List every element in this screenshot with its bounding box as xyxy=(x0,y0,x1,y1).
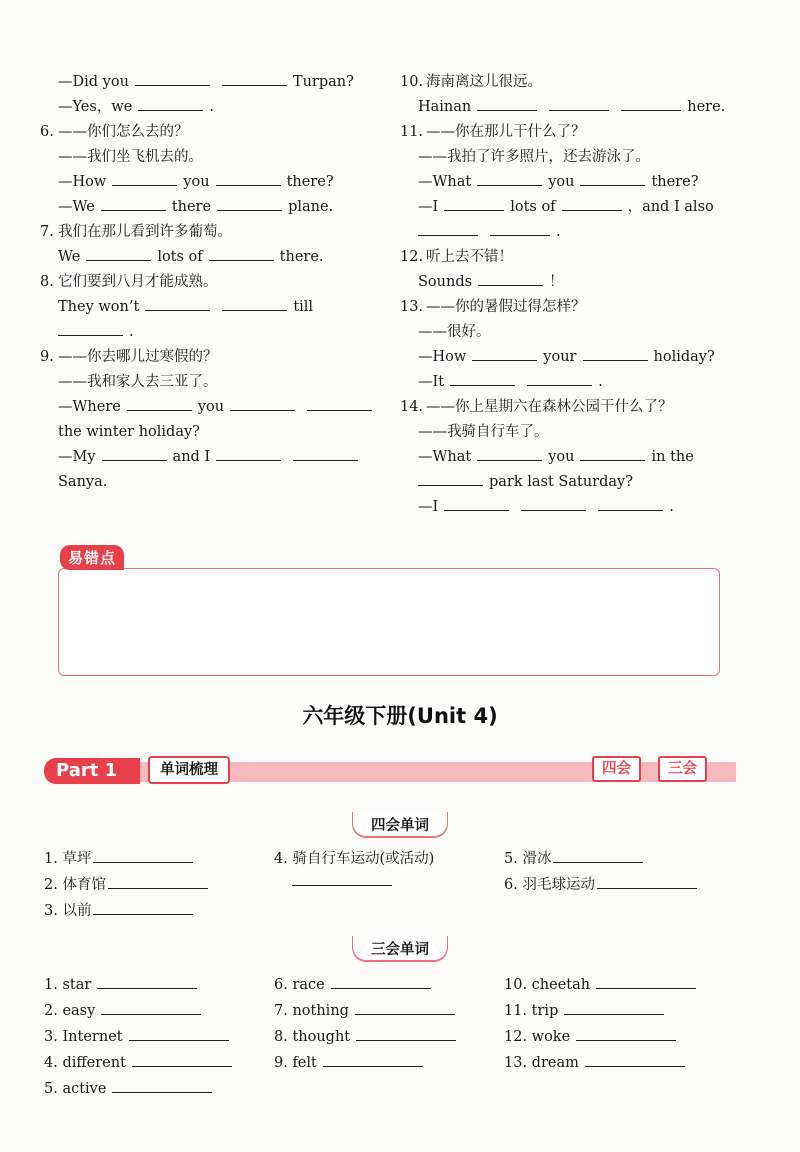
vocab-item: 1. 草坪 xyxy=(44,846,214,872)
q12-cn: 12. 听上去不错！ xyxy=(400,249,513,265)
q5-answer-b: —Yes，we . xyxy=(58,99,214,115)
blank[interactable] xyxy=(222,72,287,86)
blank[interactable] xyxy=(472,347,537,361)
level-four-tag: 四会 xyxy=(592,756,641,782)
q9-answer-b2: Sanya. xyxy=(58,474,108,490)
blank[interactable] xyxy=(444,197,504,211)
q13-answer-a: —How your holiday? xyxy=(418,349,715,365)
blank[interactable] xyxy=(580,447,645,461)
blank[interactable] xyxy=(553,849,643,863)
q5-answer-a: —Did you Turpan? xyxy=(58,74,354,90)
vocab-item: 5. active xyxy=(44,1076,238,1102)
blank[interactable] xyxy=(222,297,287,311)
blank[interactable] xyxy=(323,1053,423,1067)
q8-cn: 8. 它们要到八月才能成熟。 xyxy=(40,274,218,290)
vocab-item: 6. 羽毛球运动 xyxy=(504,872,703,898)
blank[interactable] xyxy=(621,97,681,111)
blank[interactable] xyxy=(477,97,537,111)
blank[interactable] xyxy=(86,247,151,261)
q14-cn1: 14. ——你上星期六在森林公园干什么了？ xyxy=(400,399,673,415)
error-notes-label: 易错点 xyxy=(60,545,124,570)
blank[interactable] xyxy=(230,397,295,411)
part-banner xyxy=(44,756,736,784)
vocab-item: 2. 体育馆 xyxy=(44,872,214,898)
vocab-item: 4. 骑自行车运动(或活动) xyxy=(274,851,435,867)
blank[interactable] xyxy=(596,975,696,989)
blank[interactable] xyxy=(418,222,478,236)
blank[interactable] xyxy=(101,197,166,211)
q8-en: They won’t till xyxy=(58,299,314,315)
blank[interactable] xyxy=(145,297,210,311)
four-words-col1 xyxy=(44,846,214,924)
q13-cn2: ——很好。 xyxy=(418,324,491,340)
blank[interactable] xyxy=(477,172,542,186)
unit-title: 六年级下册(Unit 4) xyxy=(302,704,498,728)
vocab-item-cont xyxy=(274,872,434,898)
blank[interactable] xyxy=(135,72,210,86)
level-three-tag: 三会 xyxy=(658,756,707,782)
q9-answer-b: —My and I xyxy=(40,445,385,470)
blank[interactable] xyxy=(444,497,509,511)
q6-cn1: 6. ——你们怎么去的？ xyxy=(40,124,189,140)
blank[interactable] xyxy=(331,975,431,989)
vocab-item: 12. woke xyxy=(504,1024,702,1050)
q12-en: Sounds ！ xyxy=(418,274,564,290)
vocab-item: 1. star xyxy=(44,972,238,998)
four-words-heading: 四会单词 xyxy=(0,812,800,838)
q9-cn2: ——我和家人去三亚了。 xyxy=(58,374,218,390)
q9-answer-a2: the winter holiday? xyxy=(58,424,200,440)
blank[interactable] xyxy=(450,372,515,386)
q14-answer-a: —What you in the xyxy=(418,449,694,465)
q13-cn1: 13. ——你的暑假过得怎样？ xyxy=(400,299,586,315)
blank[interactable] xyxy=(356,1027,456,1041)
blank[interactable] xyxy=(132,1053,232,1067)
blank[interactable] xyxy=(564,1001,664,1015)
q14-cn2: ——我骑自行车了。 xyxy=(418,424,549,440)
four-words-col2 xyxy=(274,846,434,898)
vocab-item: 2. easy xyxy=(44,998,238,1024)
blank[interactable] xyxy=(101,1001,201,1015)
blank[interactable] xyxy=(307,397,372,411)
blank[interactable] xyxy=(477,447,542,461)
vocab-item: 4. different xyxy=(44,1050,238,1076)
four-words-col3 xyxy=(504,846,703,898)
blank[interactable] xyxy=(521,497,586,511)
three-words-col1 xyxy=(44,972,238,1102)
blank[interactable] xyxy=(292,872,392,886)
blank[interactable] xyxy=(216,447,281,461)
three-words-heading: 三会单词 xyxy=(0,936,800,962)
q11-answer-b: —I lots of ，and I also xyxy=(418,199,714,215)
blank[interactable] xyxy=(102,447,167,461)
vocab-item: 10. cheetah xyxy=(504,972,702,998)
blank[interactable] xyxy=(490,222,550,236)
error-notes-box[interactable] xyxy=(58,568,720,676)
blank[interactable] xyxy=(108,875,208,889)
q11-answer-b-cont: . xyxy=(400,220,745,245)
vocab-item: 9. felt xyxy=(274,1050,462,1076)
blank[interactable] xyxy=(355,1001,455,1015)
blank[interactable] xyxy=(585,1053,685,1067)
q14-answer-b: —I . xyxy=(418,499,674,515)
blank[interactable] xyxy=(293,447,358,461)
q13-answer-b: —It . xyxy=(418,374,603,390)
blank[interactable] xyxy=(138,97,203,111)
blank[interactable] xyxy=(58,322,123,336)
vocab-item: 11. trip xyxy=(504,998,702,1024)
vocab-item: 6. race xyxy=(274,972,462,998)
blank[interactable] xyxy=(93,849,193,863)
blank[interactable] xyxy=(576,1027,676,1041)
q11-cn2: ——我拍了许多照片，还去游泳了。 xyxy=(418,149,650,165)
vocab-item: 7. nothing xyxy=(274,998,462,1024)
q7-en: We lots of there. xyxy=(58,249,324,265)
vocab-item: 5. 滑冰 xyxy=(504,846,703,872)
q14-answer-a2: park last Saturday? xyxy=(400,470,745,495)
blank[interactable] xyxy=(112,1079,212,1093)
blank[interactable] xyxy=(562,197,622,211)
blank[interactable] xyxy=(583,347,648,361)
left-column xyxy=(40,70,385,495)
part-name: 单词梳理 xyxy=(148,756,230,784)
blank[interactable] xyxy=(597,875,697,889)
blank[interactable] xyxy=(127,397,192,411)
vocab-item: 8. thought xyxy=(274,1024,462,1050)
blank[interactable] xyxy=(478,272,543,286)
blank[interactable] xyxy=(217,197,282,211)
blank[interactable] xyxy=(527,372,592,386)
blank[interactable] xyxy=(209,247,274,261)
blank[interactable] xyxy=(598,497,663,511)
three-words-col3 xyxy=(504,972,702,1076)
blank[interactable] xyxy=(129,1027,229,1041)
q6-answer-b: —We there plane. xyxy=(58,199,334,215)
blank[interactable] xyxy=(93,901,193,915)
q6-cn2: ——我们坐飞机去的。 xyxy=(58,149,203,165)
right-column xyxy=(400,70,745,520)
q8-en-cont: . xyxy=(40,320,385,345)
part-badge: Part 1 xyxy=(44,758,140,784)
q11-answer-a: —What you there? xyxy=(418,174,699,190)
blank[interactable] xyxy=(549,97,609,111)
q7-cn: 7. 我们在那儿看到许多葡萄。 xyxy=(40,224,232,240)
blank[interactable] xyxy=(580,172,645,186)
blank[interactable] xyxy=(216,172,281,186)
q9-cn1: 9. ——你去哪儿过寒假的？ xyxy=(40,349,218,365)
blank[interactable] xyxy=(418,472,483,486)
vocab-item: 3. 以前 xyxy=(44,898,214,924)
q9-answer-a: —Where you xyxy=(40,395,385,420)
three-words-col2 xyxy=(274,972,462,1076)
q11-cn1: 11. ——你在那儿干什么了？ xyxy=(400,124,586,140)
vocab-item: 13. dream xyxy=(504,1050,702,1076)
blank[interactable] xyxy=(112,172,177,186)
vocab-item: 3. Internet xyxy=(44,1024,238,1050)
q6-answer-a: —How you there? xyxy=(58,174,334,190)
blank[interactable] xyxy=(97,975,197,989)
q10-cn: 10. 海南离这儿很远。 xyxy=(400,74,542,90)
q10-en: Hainan here. xyxy=(418,99,726,115)
